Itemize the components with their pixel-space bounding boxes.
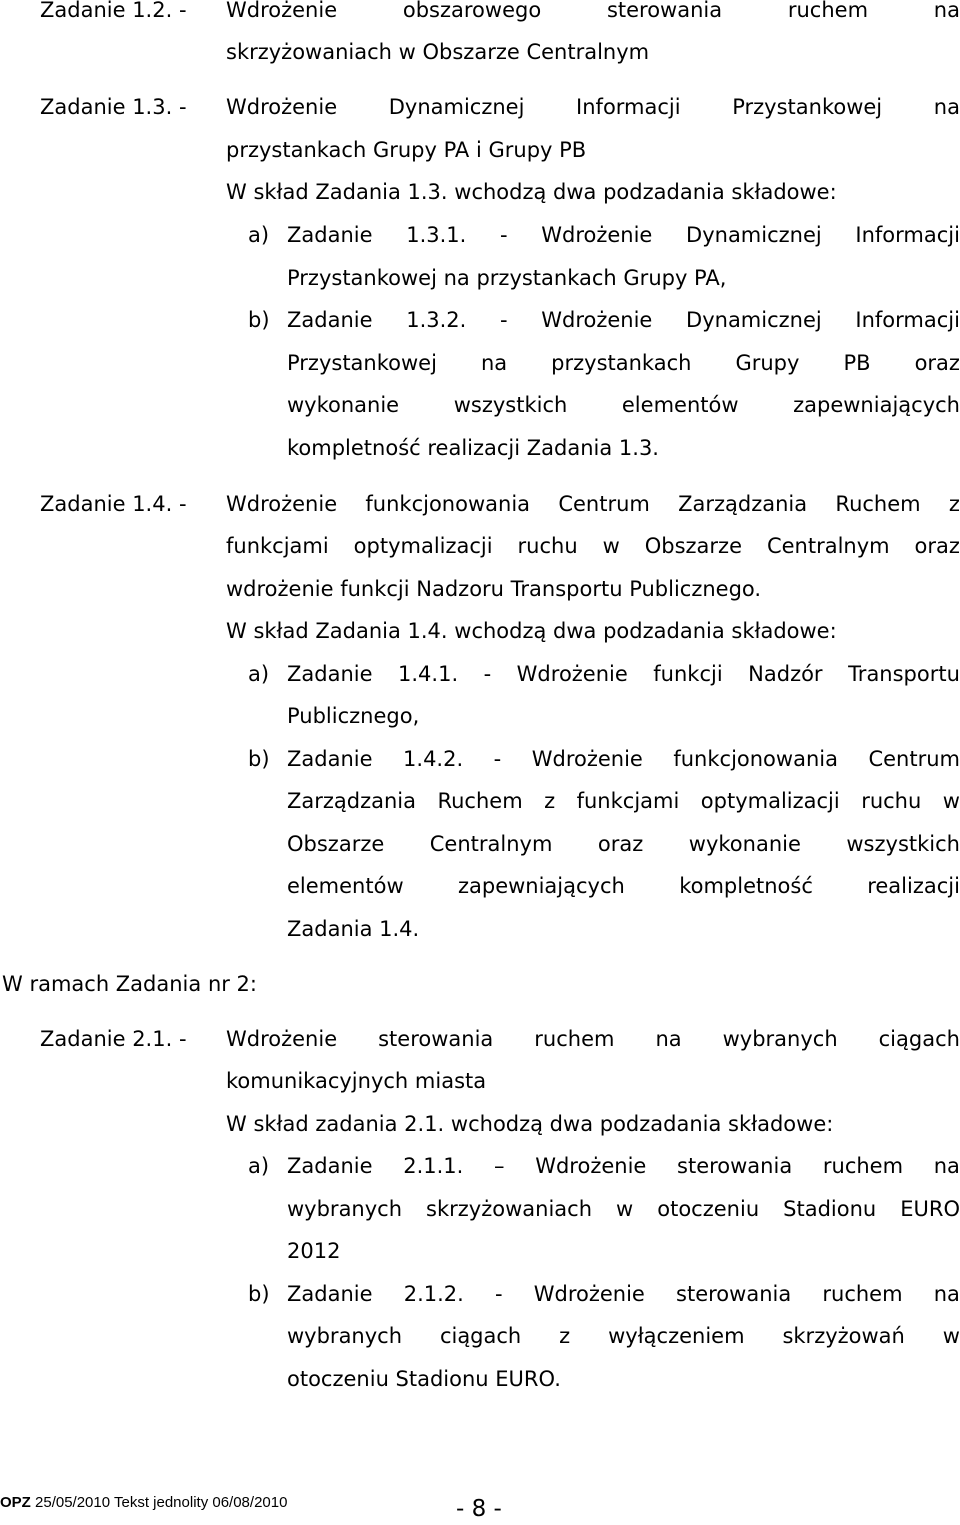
- word: Zadanie: [287, 1154, 373, 1178]
- word: 1.4.1.: [398, 662, 459, 686]
- word: funkcji: [653, 662, 723, 686]
- word: Informacji: [855, 308, 960, 332]
- subtask-1-3-2-line-4: kompletność realizacji Zadania 1.3.: [287, 436, 659, 460]
- word: elementów: [287, 874, 404, 898]
- word: na: [933, 95, 960, 119]
- word: Wdrożenie: [226, 0, 338, 22]
- word: 2.1.2.: [403, 1282, 464, 1306]
- word: sterowania: [677, 1154, 793, 1178]
- task-1-4-line-3: wdrożenie funkcji Nadzoru Transportu Publicznego.: [226, 577, 762, 601]
- word: Grupy: [735, 351, 800, 375]
- word: w: [602, 534, 620, 558]
- subtask-2-1-1-line-1: [287, 1146, 960, 1186]
- word: Nadzór: [748, 662, 823, 686]
- word: PB: [843, 351, 871, 375]
- word: EURO: [900, 1197, 960, 1221]
- word: ruchu: [517, 534, 578, 558]
- word: –: [494, 1154, 505, 1178]
- word: -: [493, 747, 502, 771]
- word: sterowania: [378, 1027, 494, 1051]
- task-1-3-line-2: przystankach Grupy PA i Grupy PB: [226, 138, 587, 162]
- word: 2.1.1.: [403, 1154, 464, 1178]
- subtask-2-1-1-line-2: [287, 1189, 960, 1229]
- word: funkcjonowania: [673, 747, 838, 771]
- word: Przystankowej: [732, 95, 883, 119]
- word: Zarządzania: [287, 789, 417, 813]
- subtask-1-3-1-label: a): [248, 223, 270, 247]
- word: Wdrożenie: [535, 1154, 647, 1178]
- word: Wdrożenie: [541, 308, 653, 332]
- word: Zadanie: [287, 662, 373, 686]
- word: kompletność: [679, 874, 813, 898]
- word: funkcjami: [576, 789, 680, 813]
- word: obszarowego: [402, 0, 542, 22]
- word: z: [559, 1324, 571, 1348]
- task-number-1-4: Zadanie 1.4. -: [40, 492, 187, 516]
- word: Dynamicznej: [686, 223, 822, 247]
- word: Wdrożenie: [541, 223, 653, 247]
- section-2-heading: W ramach Zadania nr 2:: [2, 972, 257, 996]
- word: Stadionu: [783, 1197, 877, 1221]
- word: zapewniających: [457, 874, 625, 898]
- word: ruchem: [822, 1282, 903, 1306]
- word: na: [933, 1154, 960, 1178]
- word: Dynamicznej: [686, 308, 822, 332]
- subtask-1-4-1-line-1: [287, 654, 960, 694]
- word: Wdrożenie: [533, 1282, 645, 1306]
- word: Obszarze: [287, 832, 385, 856]
- word: -: [499, 308, 508, 332]
- word: na: [933, 0, 960, 22]
- word: optymalizacji: [700, 789, 840, 813]
- word: funkcjami: [226, 534, 329, 558]
- task-1-2-line-2: skrzyżowaniach w Obszarze Centralnym: [226, 40, 650, 64]
- subtask-1-3-1-line-2: Przystankowej na przystankach Grupy PA,: [287, 266, 727, 290]
- task-2-1-line-1: [226, 1019, 960, 1059]
- word: Ruchem: [835, 492, 921, 516]
- word: optymalizacji: [353, 534, 493, 558]
- task-1-4-line-2: [226, 526, 960, 566]
- word: na: [480, 351, 508, 375]
- word: Wdrożenie: [516, 662, 628, 686]
- word: Zadanie: [287, 223, 373, 247]
- word: Przystankowej: [287, 351, 437, 375]
- task-1-4-line-1: [226, 484, 960, 524]
- word: z: [948, 492, 960, 516]
- word: w: [616, 1197, 634, 1221]
- word: skrzyżowań: [782, 1324, 905, 1348]
- word: Zarządzania: [678, 492, 808, 516]
- word: ruchem: [822, 1154, 904, 1178]
- word: Wdrożenie: [226, 492, 338, 516]
- subtask-2-1-1-label: a): [248, 1154, 270, 1178]
- subtask-1-4-1-line-2: Publicznego,: [287, 704, 420, 728]
- word: oraz: [914, 534, 960, 558]
- task-number-1-2: Zadanie 1.2. -: [40, 0, 187, 22]
- word: oraz: [914, 351, 960, 375]
- subtask-1-4-2-line-2: [287, 781, 960, 821]
- word: Wdrożenie: [531, 747, 643, 771]
- word: sterowania: [676, 1282, 792, 1306]
- task-2-1-line-2: komunikacyjnych miasta: [226, 1069, 487, 1093]
- task-number-1-3: Zadanie 1.3. -: [40, 95, 187, 119]
- subtask-1-4-2-line-1: [287, 739, 960, 779]
- subtask-1-4-2-label: b): [248, 747, 270, 771]
- subtask-2-1-2-line-2: [287, 1316, 960, 1356]
- word: zapewniających: [793, 393, 960, 417]
- subtask-1-3-2-label: b): [248, 308, 270, 332]
- word: Ruchem: [437, 789, 523, 813]
- word: Obszarze: [644, 534, 742, 558]
- word: wybranych: [287, 1324, 403, 1348]
- word: Informacji: [576, 95, 681, 119]
- subtask-2-1-2-line-3: otoczeniu Stadionu EURO.: [287, 1367, 561, 1391]
- word: oraz: [597, 832, 644, 856]
- subtask-1-3-2-line-3: [287, 385, 960, 425]
- subtask-1-3-2-line-1: [287, 300, 960, 340]
- footer-doc-dates: 25/05/2010 Tekst jednolity 06/08/2010: [35, 1494, 288, 1511]
- word: otoczeniu: [657, 1197, 760, 1221]
- word: Informacji: [855, 223, 960, 247]
- word: na: [933, 1282, 960, 1306]
- task-1-3-line-1: [226, 87, 960, 127]
- subtask-1-3-1-line-1: [287, 215, 960, 255]
- word: wyłączeniem: [608, 1324, 745, 1348]
- word: z: [544, 789, 556, 813]
- task-number-2-1: Zadanie 2.1. -: [40, 1027, 187, 1051]
- subtask-1-4-1-label: a): [248, 662, 270, 686]
- word: Zadanie: [287, 1282, 373, 1306]
- word: 1.3.1.: [406, 223, 467, 247]
- footer-doc-info: [0, 1494, 287, 1511]
- word: realizacji: [867, 874, 960, 898]
- word: Transportu: [848, 662, 960, 686]
- word: w: [942, 789, 960, 813]
- word: wszystkich: [453, 393, 568, 417]
- word: ciągach: [878, 1027, 960, 1051]
- word: ruchem: [534, 1027, 615, 1051]
- word: Wdrożenie: [226, 1027, 338, 1051]
- word: wykonanie: [688, 832, 801, 856]
- word: Wdrożenie: [226, 95, 338, 119]
- task-1-2-line-1: [226, 0, 960, 30]
- word: Centrum: [868, 747, 960, 771]
- word: ruchu: [861, 789, 922, 813]
- subtask-1-3-2-line-2: [287, 343, 960, 383]
- task-1-4-subtasks-intro: W skład Zadania 1.4. wchodzą dwa podzadania składowe:: [226, 619, 837, 643]
- word: ciągach: [439, 1324, 522, 1348]
- subtask-2-1-1-line-3: 2012: [287, 1239, 341, 1263]
- footer-doc-label: OPZ: [0, 1494, 31, 1511]
- word: Zadanie: [287, 747, 373, 771]
- word: Dynamicznej: [388, 95, 525, 119]
- word: Centralnym: [429, 832, 553, 856]
- word: wybranych: [722, 1027, 838, 1051]
- task-1-3-subtasks-intro: W skład Zadania 1.3. wchodzą dwa podzadania składowe:: [226, 180, 837, 204]
- word: wybranych: [287, 1197, 403, 1221]
- word: wszystkich: [846, 832, 960, 856]
- word: na: [655, 1027, 682, 1051]
- word: skrzyżowaniach: [426, 1197, 593, 1221]
- word: sterowania: [606, 0, 723, 22]
- word: -: [499, 223, 508, 247]
- subtask-2-1-2-line-1: [287, 1274, 960, 1314]
- word: -: [483, 662, 492, 686]
- word: 1.3.2.: [406, 308, 467, 332]
- subtask-2-1-2-label: b): [248, 1282, 270, 1306]
- word: funkcjonowania: [365, 492, 531, 516]
- word: elementów: [621, 393, 739, 417]
- subtask-1-4-2-line-5: Zadania 1.4.: [287, 917, 420, 941]
- word: 1.4.2.: [403, 747, 464, 771]
- word: w: [942, 1324, 960, 1348]
- word: Centrum: [558, 492, 650, 516]
- subtask-1-4-2-line-4: [287, 866, 960, 906]
- word: przystankach: [551, 351, 692, 375]
- word: Centralnym: [766, 534, 890, 558]
- word: -: [494, 1282, 503, 1306]
- page-number: - 8 -: [456, 1496, 502, 1522]
- subtask-1-4-2-line-3: [287, 824, 960, 864]
- task-2-1-subtasks-intro: W skład zadania 2.1. wchodzą dwa podzadania składowe:: [226, 1112, 834, 1136]
- word: Zadanie: [287, 308, 373, 332]
- word: wykonanie: [287, 393, 400, 417]
- word: ruchem: [787, 0, 869, 22]
